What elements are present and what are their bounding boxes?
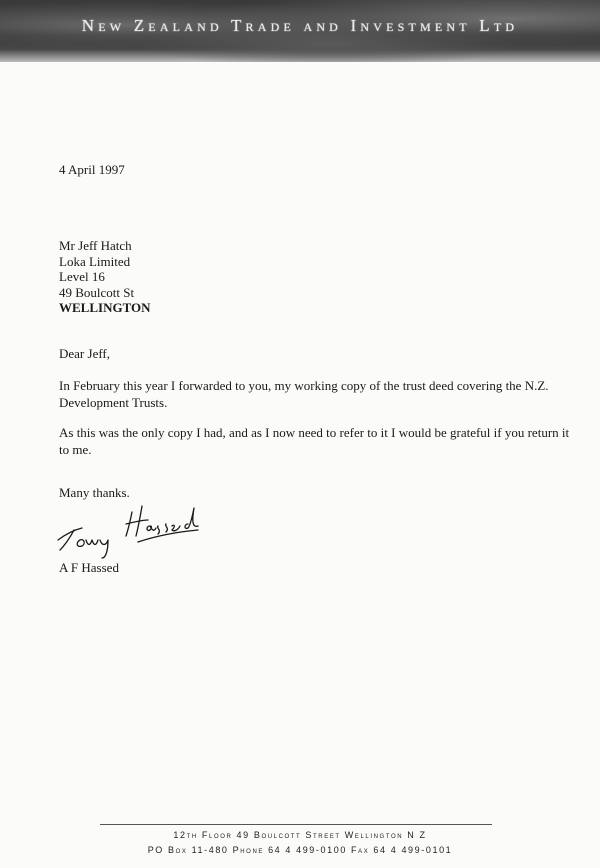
recipient-street: 49 Boulcott St <box>59 284 135 300</box>
footer-address: 12th Floor 49 Boulcott Street Wellington N Z <box>173 830 427 840</box>
footer-divider <box>100 824 492 825</box>
recipient-address <box>59 238 151 316</box>
recipient-name: Mr Jeff Hatch <box>59 238 132 253</box>
recipient-company: Loka Limited <box>59 253 131 269</box>
letterhead-banner <box>0 0 600 62</box>
company-name: New Zealand Trade and Investment Ltd <box>81 16 519 35</box>
letter-date: 4 April 1997 <box>59 162 125 177</box>
body-paragraph-2: As this was the only copy I had, and as I now need to refer to it I would be grateful if you return it to me. <box>59 425 570 457</box>
handwritten-signature <box>52 500 212 560</box>
recipient-city: WELLINGTON <box>59 300 151 315</box>
signer-name: A F Hassed <box>59 560 119 575</box>
salutation: Dear Jeff, <box>59 346 111 361</box>
footer-contact: PO Box 11-480 Phone 64 4 499-0100 Fax 64 4 499-0101 <box>147 845 453 855</box>
body-paragraph-1: In February this year I forwarded to you, my working copy of the trust deed covering the N.Z. Development Trusts. <box>59 378 549 410</box>
recipient-level: Level 16 <box>59 269 105 284</box>
closing: Many thanks. <box>59 485 130 500</box>
